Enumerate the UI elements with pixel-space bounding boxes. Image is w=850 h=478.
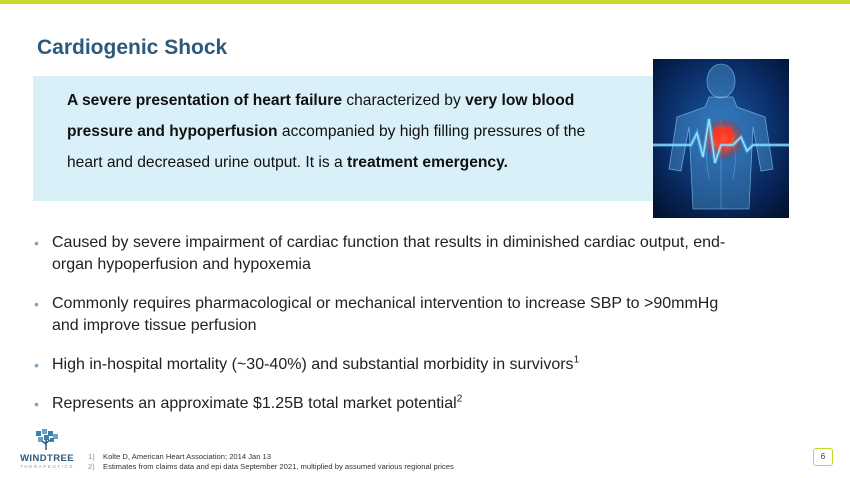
callout-text-2: accompanied by high filling pressures of the heart and decreased urine output. It is a [67,123,586,171]
tree-icon [34,429,60,451]
top-accent-bar [0,0,850,4]
bullet-text: Commonly requires pharmacological or mechanical intervention to increase SBP to >90mmHg and improve tissue perfusion [52,295,719,334]
heart-illustration-image [653,59,789,218]
bullet-item [30,232,730,276]
bullet-item [30,354,730,376]
logo-wordmark: WINDTREE [20,453,74,464]
footnote-text: Estimates from claims data and epi data September 2021, multiplied by assumed various regional prices [103,462,454,471]
callout-text-1: characterized by [342,92,466,109]
footnote-text: Kolte D, American Heart Association; 2014 Jan 13 [103,452,271,461]
bullet-text: Caused by severe impairment of cardiac function that results in diminished cardiac output, end-organ hypoperfusion and hypoxemia [52,234,726,273]
bullet-dot: • [34,357,39,373]
footnote-item [88,462,454,472]
callout-bold-3: treatment emergency. [347,154,508,171]
callout-text [67,85,587,178]
footnotes [88,452,454,472]
callout-bold-1: A severe presentation of heart failure [67,92,342,109]
logo-subtitle: THERAPEUTICS [20,464,74,469]
footnote-item [88,452,454,462]
footnote-ref: 1 [573,354,580,366]
bullet-dot: • [34,235,39,251]
bullet-text: High in-hospital mortality (~30-40%) and substantial morbidity in survivors [52,356,574,373]
bullet-list [30,232,730,432]
bullet-item [30,393,730,415]
footnote-ref: 2 [456,393,463,405]
page-number: 6 [813,448,833,466]
windtree-logo [14,429,80,471]
bullet-dot: • [34,296,39,312]
bullet-text: Represents an approximate $1.25B total market potential [52,395,457,412]
slide-title: Cardiogenic Shock [37,36,228,59]
footnote-number: 1) [88,452,95,461]
bullet-item [30,293,730,337]
callout-bold-2: very low blood pressure and hypoperfusion [67,92,575,140]
footnote-number: 2) [88,462,95,471]
bullet-dot: • [34,396,39,412]
definition-callout [33,76,655,201]
